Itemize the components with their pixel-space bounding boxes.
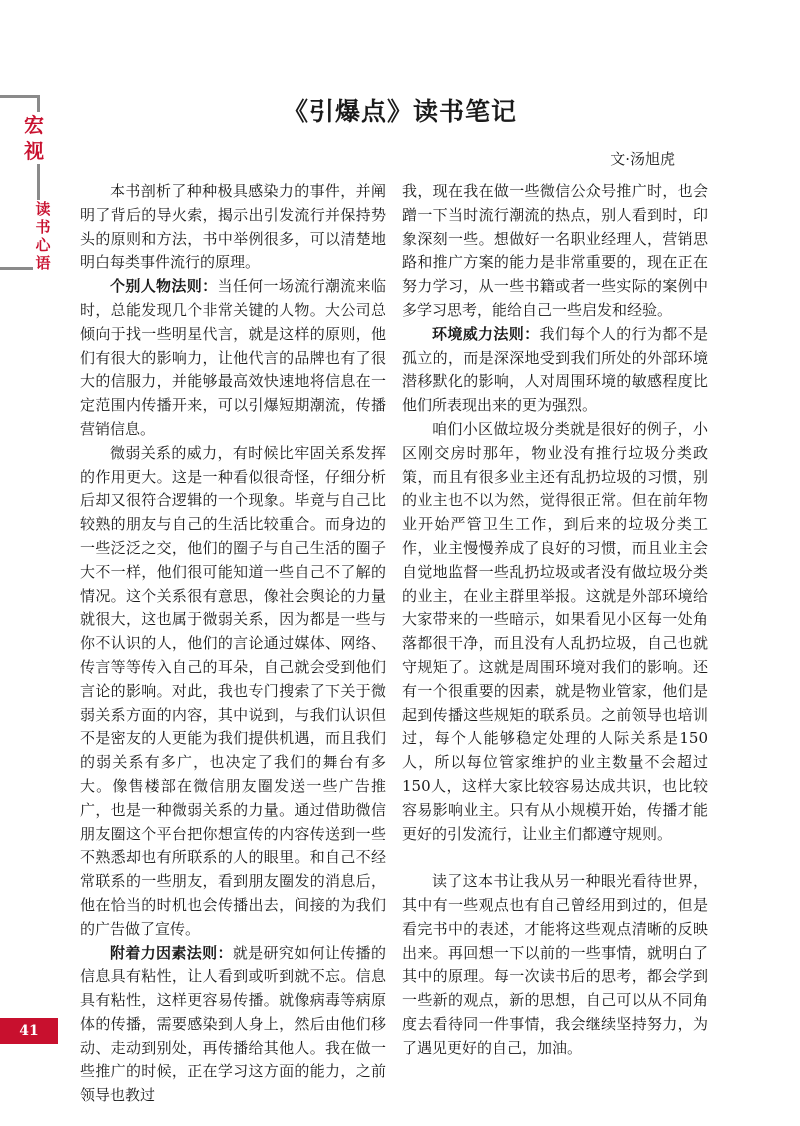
paragraph [402,323,708,418]
column-char: 心 [35,236,51,254]
paragraph [402,418,708,846]
paragraph-text: 就是研究如何让传播的信息具有粘性，让人看到或听到就不忘。信息具有粘性，这样更容易传播。就像病毒等病原体的传播，需要感染到人身上，然后由他们移动、走动到别处，再传播给其他人。我在做一些推广的时候，正在学习这方面的能力，之前领导也教过 [80,943,386,1105]
section-char: 宏 [24,113,44,137]
paragraph [80,442,386,942]
right-column [402,180,708,1060]
column-char: 语 [35,254,51,272]
paragraph-text: 咱们小区做垃圾分类就是很好的例子，小区刚交房时那年，物业没有推行垃圾分类政策，而且有很多业主还有乱扔垃圾的习惯，别的业主也不以为然，觉得很正常。但在前年物业开始严管卫生工作，到后来的垃圾分类工作，业主慢慢养成了良好的习惯，而且业主会自觉地监督一些乱扔垃圾或者没有做垃圾分类的业主，在业主群里举报。这就是外部环境给大家带来的一些暗示，如果看见小区每一处角落都很干净，而且没有人乱扔垃圾，自己也就守规矩了。这就是周围环境对我们的影响。还有一个很重要的因素，就是物业管家，他们是起到传播这些规矩的联系员。之前领导也培训过，每个人能够稳定处理的人际关系是150人，所以每位管家维护的业主数量不会超过150人，这样大家比较容易达成共识，也比较容易影响业主。只有从小规模开始，传播才能更好的引发流行，让业主们都遵守规则。 [402,419,708,843]
paragraph [402,180,708,323]
paragraph-text: 当任何一场流行潮流来临时，总能发现几个非常关键的人物。大公司总倾向于找一些明星代言，就是这样的原则，他们有很大的影响力，让他代言的品牌也有了很大的信服力，并能够最高效快速地将信息在一定范围内传播开来，可以引爆短期潮流，传播营销信息。 [80,277,386,438]
paragraph [402,870,708,1060]
paragraph-text: 读了这本书让我从另一种眼光看待世界，其中有一些观点也有自己曾经用到过的，但是看完书中的表述，才能将这些观点清晰的反映出来。再回想一下以前的一些事情，就明白了其中的原理。每一次读书后的思考，都会学到一些新的观点，新的思想，自己可以从不同角度去看待同一件事情，我会继续坚持努力，为了遇见更好的自己，加油。 [402,872,708,1057]
left-column [80,180,386,1108]
column-char: 读 [35,200,51,218]
paragraph-text: 微弱关系的威力，有时候比牢固关系发挥的作用更大。这是一种看似很奇怪，仔细分析后却又很符合逻辑的一个现象。毕竟与自己比较熟的朋友与自己的生活比较重合。而身边的一些泛泛之交，他们的圈子与自己生活的圈子大不一样，他们很可能知道一些自己不了解的情况。这个关系很有意思，像社会舆论的力量就很大，这也属于微弱关系，因为都是一些与你不认识的人，他们的言论通过媒体、网络、传言等等传入自己的耳朵，自己就会受到他们言论的影响。对此，我也专门搜索了下关于微弱关系方面的内容，其中说到，与我们认识但不是密友的人更能为我们提供机遇，而且我们的弱关系有多广，也决定了我们的舞台有多大。像售楼部在微信朋友圈发送一些广告推广，也是一种微弱关系的力量。通过借助微信朋友圈这个平台把你想宣传的内容传送到一些不熟悉却也有所联系的人的眼里。和自己不经常联系的一些朋友，看到朋友圈发的消息后，他在恰当的时机也会传播出去，间接的为我们的广告做了宣传。 [80,443,386,938]
paragraph-text: 本书剖析了种种极具感染力的事件，并阐明了背后的导火索，揭示出引发流行并保持势头的原则和方法，书中举例很多，可以清楚地明白每类事件流行的原理。 [80,182,386,272]
column-name [33,200,53,272]
page-number: 41 [0,1018,58,1044]
paragraph-text: 我们每个人的行为都不是孤立的，而是深深地受到我们所处的外部环境潜移默化的影响，人对周围环境的敏感程度比他们所表现出来的更为强烈。 [402,324,708,415]
article-title: 《引爆点》读书笔记 [282,97,517,126]
paragraph [80,180,386,275]
paragraph [80,275,386,442]
section-char: 视 [24,139,44,163]
paragraph [80,942,386,1109]
article-byline: 文·汤旭虎 [610,150,675,168]
paragraph-text: 我，现在我在做一些微信公众号推广时，也会蹭一下当时流行潮流的热点，别人看到时，印象深刻一些。想做好一名职业经理人，营销思路和推广方案的能力是非常重要的，现在正在努力学习，从一些书籍或者一些实际的案例中多学习思考，能给自己一些启发和经验。 [402,182,708,319]
column-char: 书 [35,218,51,236]
paragraph-lead: 个别人物法则： [110,277,218,296]
paragraph-lead: 附着力因素法则： [110,943,233,962]
paragraph-lead: 环境威力法则： [432,324,540,343]
